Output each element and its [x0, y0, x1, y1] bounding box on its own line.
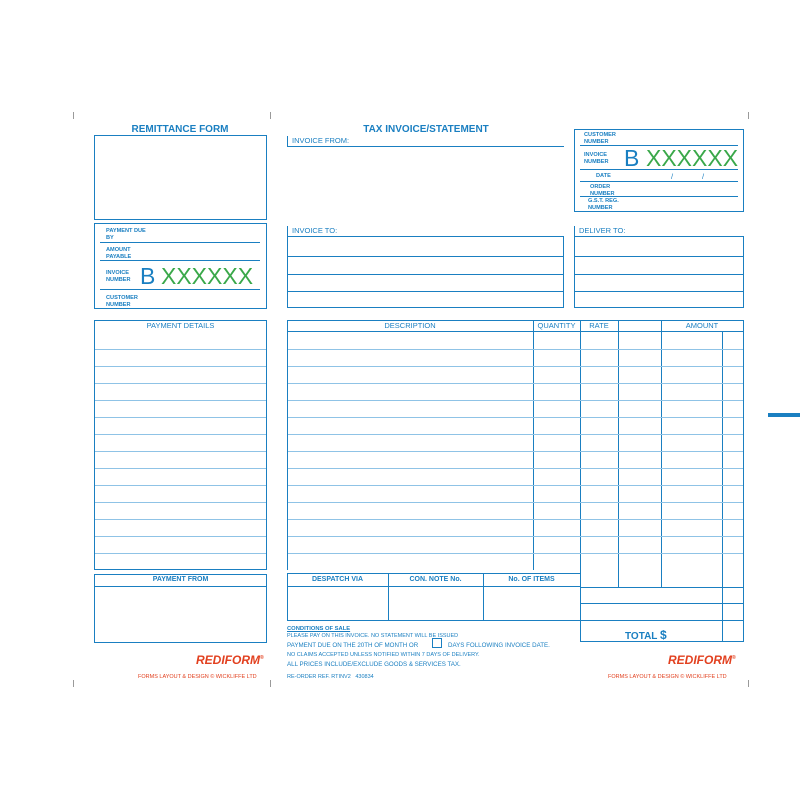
- ruled-line: [95, 417, 266, 418]
- ruled-line: [288, 434, 743, 435]
- ruled-line: [288, 383, 743, 384]
- ruled-line: [288, 519, 743, 520]
- column-description: DESCRIPTION: [384, 321, 436, 330]
- ruled-line: [95, 451, 266, 452]
- invoice-number-label: INVOICE NUMBER: [584, 152, 609, 165]
- design-credit-left: FORMS LAYOUT & DESIGN © WICKLIFFE LTD: [138, 674, 257, 680]
- design-credit-right: FORMS LAYOUT & DESIGN © WICKLIFFE LTD: [608, 674, 727, 680]
- con-note-field[interactable]: [389, 587, 482, 619]
- ruled-line: [95, 536, 266, 537]
- ruled-line: [95, 553, 266, 554]
- remit-invoice-number: XXXXXX: [161, 263, 254, 289]
- customer-number-label: CUSTOMER NUMBER: [584, 132, 616, 145]
- remit-invoice-number-label: INVOICE NUMBER: [106, 270, 131, 283]
- ruled-line: [288, 366, 743, 367]
- order-number-label: ORDER NUMBER: [590, 184, 615, 197]
- ruled-line: [95, 468, 266, 469]
- ruled-line: [95, 400, 266, 401]
- ruled-line: [95, 349, 266, 350]
- crop-mark: [748, 680, 749, 687]
- ruled-line: [288, 417, 743, 418]
- conditions-line-2a: PAYMENT DUE ON THE 20TH OF MONTH OR: [287, 642, 419, 649]
- remit-invoice-prefix: B: [140, 263, 156, 289]
- ruled-line: [288, 536, 743, 537]
- rediform-logo-right: REDIFORM®: [668, 653, 736, 667]
- invoice-to-label: INVOICE TO:: [292, 226, 338, 235]
- ruled-line: [288, 349, 743, 350]
- despatch-via-field[interactable]: [288, 587, 387, 619]
- invoice-title: TAX INVOICE/STATEMENT: [363, 124, 489, 135]
- ruled-line: [288, 451, 743, 452]
- crop-mark: [73, 680, 74, 687]
- con-note-label: CON. NOTE No.: [409, 576, 462, 583]
- payment-from-box[interactable]: [94, 586, 267, 643]
- crop-mark: [270, 112, 271, 119]
- ruled-line: [288, 553, 743, 554]
- date-separator: /: [702, 172, 705, 181]
- crop-mark: [73, 112, 74, 119]
- ruled-line: [288, 400, 743, 401]
- conditions-line-1: PLEASE PAY ON THIS INVOICE. NO STATEMENT WILL BE ISSUED: [287, 633, 459, 639]
- deliver-to-label: DELIVER TO:: [579, 226, 626, 235]
- gst-reg-number-label: G.S.T. REG. NUMBER: [588, 198, 619, 211]
- reorder-ref: RE-ORDER REF. RTINV2 430834: [287, 674, 374, 680]
- total-label: TOTAL $: [625, 628, 667, 642]
- remit-customer-number-label: CUSTOMER NUMBER: [106, 295, 138, 308]
- ruled-line: [95, 485, 266, 486]
- ruled-line: [95, 502, 266, 503]
- ruled-line: [95, 519, 266, 520]
- payment-from-heading: PAYMENT FROM: [152, 576, 209, 583]
- invoice-number: XXXXXX: [646, 145, 739, 171]
- invoice-to-fields[interactable]: [288, 237, 562, 307]
- column-rate: RATE: [589, 321, 609, 330]
- days-checkbox[interactable]: [432, 638, 442, 648]
- no-of-items-field[interactable]: [484, 587, 579, 619]
- date-label: DATE: [596, 173, 611, 179]
- edge-marker: [768, 413, 800, 417]
- total-amount-field[interactable]: [668, 622, 722, 640]
- invoice-prefix: B: [624, 145, 640, 171]
- column-amount: AMOUNT: [685, 321, 719, 330]
- crop-mark: [270, 680, 271, 687]
- ruled-line: [95, 383, 266, 384]
- payment-due-by-label: PAYMENT DUE BY: [106, 228, 146, 241]
- ruled-line: [288, 502, 743, 503]
- ruled-line: [95, 434, 266, 435]
- deliver-to-fields[interactable]: [575, 237, 742, 307]
- remittance-title: REMITTANCE FORM: [131, 124, 229, 135]
- amount-payable-label: AMOUNT PAYABLE: [106, 247, 132, 260]
- conditions-line-4: ALL PRICES INCLUDE/EXCLUDE GOODS & SERVICES TAX.: [287, 661, 461, 668]
- ruled-line: [288, 468, 743, 469]
- crop-mark: [748, 112, 749, 119]
- ruled-line: [95, 366, 266, 367]
- column-quantity: QUANTITY: [537, 321, 576, 330]
- conditions-heading: CONDITIONS OF SALE: [287, 626, 351, 632]
- payment-details-heading: PAYMENT DETAILS: [146, 321, 215, 330]
- no-of-items-label: No. OF ITEMS: [508, 576, 555, 583]
- rediform-logo-left: REDIFORM®: [196, 653, 264, 667]
- conditions-line-2b: DAYS FOLLOWING INVOICE DATE.: [448, 642, 550, 649]
- invoice-from-label: INVOICE FROM:: [292, 136, 350, 145]
- date-separator: /: [671, 172, 674, 181]
- remittance-address-box[interactable]: [94, 135, 267, 220]
- conditions-line-3: NO CLAIMS ACCEPTED UNLESS NOTIFIED WITHIN 7 DAYS OF DELIVERY.: [287, 652, 480, 658]
- despatch-via-label: DESPATCH VIA: [311, 576, 364, 583]
- ruled-line: [288, 485, 743, 486]
